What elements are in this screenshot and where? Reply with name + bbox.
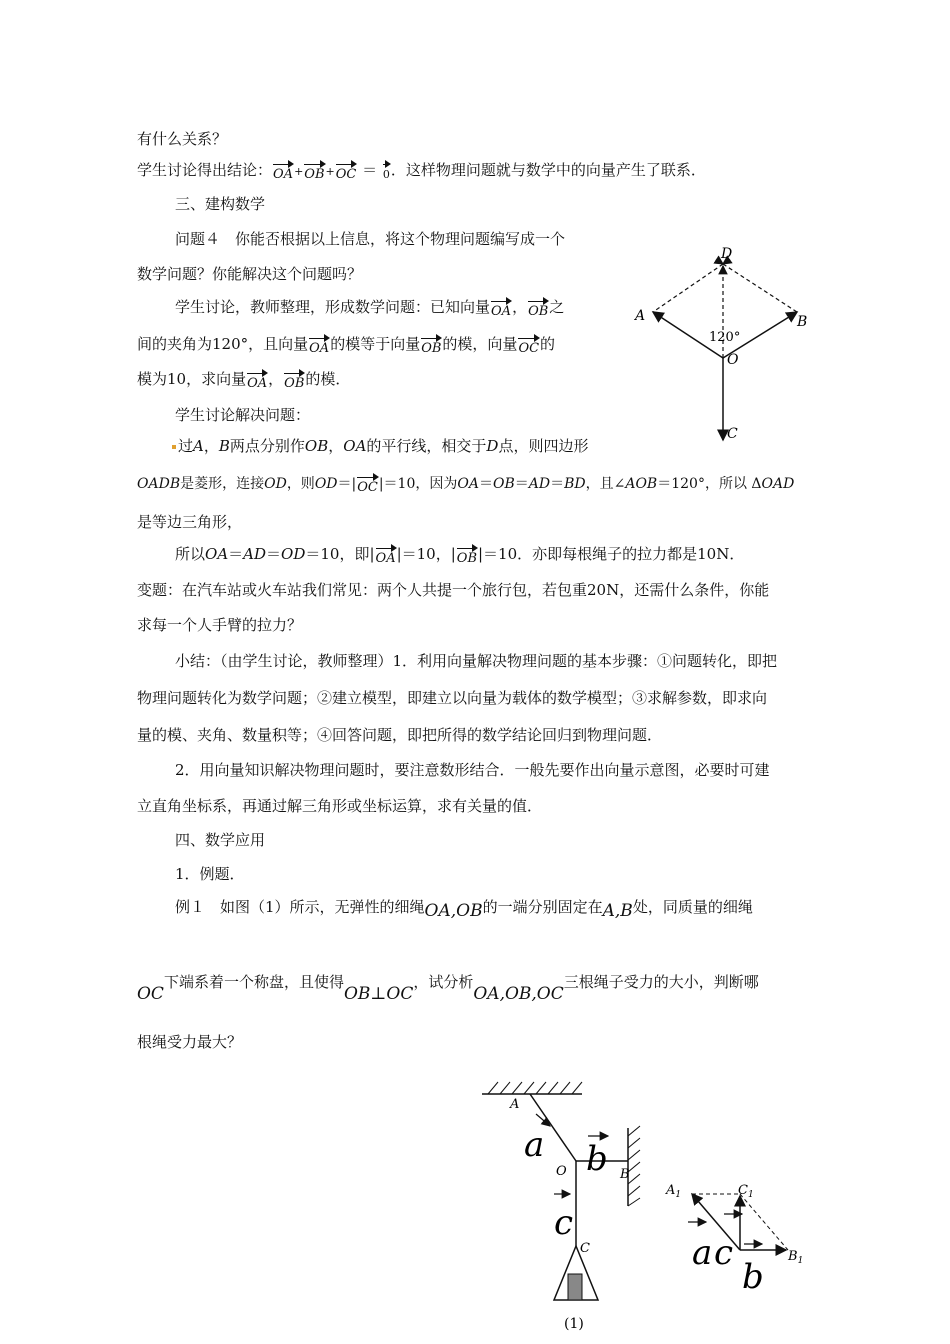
point-label-c: C: [580, 1241, 590, 1256]
text-line: 变题：在汽车站或火车站我们常见：两个人共提一个旅行包，若包重20N，还需什么条件，你能: [137, 581, 770, 599]
point-label-b: B: [620, 1167, 630, 1182]
vector-oa: OA: [309, 339, 329, 359]
vector-oa: OA: [247, 374, 267, 394]
vector-label-a2: a: [692, 1233, 713, 1273]
text-line: OC下端系着一个称盘，且使得OB⊥OC，试分析OA,OB,OC三根绳子受力的大小，判断哪: [137, 973, 759, 1004]
dashed-line-db: [723, 264, 797, 312]
text-line: 间的夹角为120°，且向量OA的模等于向量OB的模，向量OC的: [137, 334, 555, 356]
text-line: 学生讨论解决问题：: [175, 406, 311, 424]
point-label-b: B: [797, 314, 808, 330]
vector-label-b: b: [586, 1139, 608, 1179]
text-line: 例１ 如图（1）所示，无弹性的细绳OA,OB的一端分别固定在A,B处，同质量的细绳: [175, 898, 753, 921]
text-line: 立直角坐标系，再通过解三角形或坐标运算，求有关量的值．: [137, 797, 543, 815]
vector-label-c2: c: [714, 1233, 734, 1273]
vector-oa: OA: [376, 549, 396, 569]
vector-oc: OC: [336, 165, 357, 185]
point-label-a: A: [635, 308, 646, 324]
text-line: 所以OA＝AD＝OD＝10，即|OA|＝10，|OB|＝10．亦即每根绳子的拉力都是10N．: [175, 544, 744, 566]
text-line: 求每一个人手臂的拉力？: [137, 616, 303, 634]
point-label-c: C: [727, 426, 738, 442]
vector-oa: OA: [273, 165, 293, 185]
vector-oc: OC: [357, 478, 378, 498]
point-label-a1: $A_1$: [666, 1183, 682, 1200]
vector-ob: OB: [304, 165, 324, 185]
zero-vector: 0: [383, 165, 390, 185]
vector-ob: OB: [421, 339, 441, 359]
text-line: 学生讨论，教师整理，形成数学问题：已知向量OA，OB之: [175, 297, 564, 319]
angle-label: 120°: [709, 330, 741, 345]
vector-label-b2: b: [742, 1257, 764, 1297]
text-line: 小结：（由学生讨论，教师整理）1．利用向量解决物理问题的基本步骤：①问题转化，即把: [175, 652, 778, 670]
text-line: 学生讨论得出结论：OA+OB+OC ＝ 0．这样物理问题就与数学中的向量产生了联系．: [137, 160, 706, 182]
text-line: 数学问题？你能解决这个问题吗？: [137, 265, 363, 283]
text-line: 是等边三角形，: [137, 513, 243, 531]
section-heading: 三、建构数学: [175, 195, 266, 213]
rope-force-figure: [470, 1070, 830, 1340]
text-line: 有什么关系？: [137, 130, 228, 148]
vector-diagram-figure: [625, 240, 825, 450]
text-line: 量的模、夹角、数量积等；④回答问题，即把所得的数学结论回归到物理问题．: [137, 726, 663, 744]
wall-hatch: [628, 1126, 640, 1206]
point-label-b1: $B_1$: [788, 1249, 804, 1266]
vector-label-a: a: [524, 1125, 545, 1165]
point-label-c1: $C_1$: [738, 1183, 754, 1200]
vector-ob: OB: [284, 374, 304, 394]
text-line: 问题４ 你能否根据以上信息，将这个物理问题编写成一个: [175, 230, 566, 248]
scale-pan: [554, 1246, 598, 1300]
vector-ob: OB: [528, 302, 548, 322]
text-line: 2．用向量知识解决物理问题时，要注意数形结合．一般先要作出向量示意图，必要时可建: [175, 761, 770, 779]
text-line: 过A，B两点分别作OB，OA的平行线，相交于D点，则四边形: [172, 436, 588, 456]
point-label-o: O: [727, 352, 739, 368]
ceiling-hatch: [482, 1082, 582, 1094]
text-line: 物理问题转化为数学问题；②建立模型，即建立以向量为载体的数学模型；③求解参数，即求向: [137, 689, 768, 707]
vector-label-c: c: [554, 1203, 574, 1243]
anchor-marker: [172, 445, 176, 449]
text-line: 1．例题．: [175, 865, 245, 883]
point-label-o: O: [556, 1164, 567, 1179]
vector-oc: OC: [518, 339, 539, 359]
dashed-line-da: [653, 264, 723, 312]
vector-oa: OA: [491, 302, 511, 322]
dashed-line-c1b1: [740, 1194, 788, 1250]
text-line: OADB是菱形，连接OD，则OD＝|OC|＝10，因为OA＝OB＝AD＝BD，且∠AOB＝120°，所以 ΔOAD: [137, 474, 794, 495]
text-line: 模为10，求向量OA，OB的模．: [137, 369, 350, 391]
section-heading: 四、数学应用: [175, 831, 266, 849]
point-label-a: A: [510, 1097, 520, 1112]
figure-caption: (1): [564, 1316, 584, 1332]
text-line: 根绳受力最大？: [137, 1033, 243, 1051]
point-label-d: D: [721, 246, 733, 262]
vector-ob: OB: [457, 549, 477, 569]
